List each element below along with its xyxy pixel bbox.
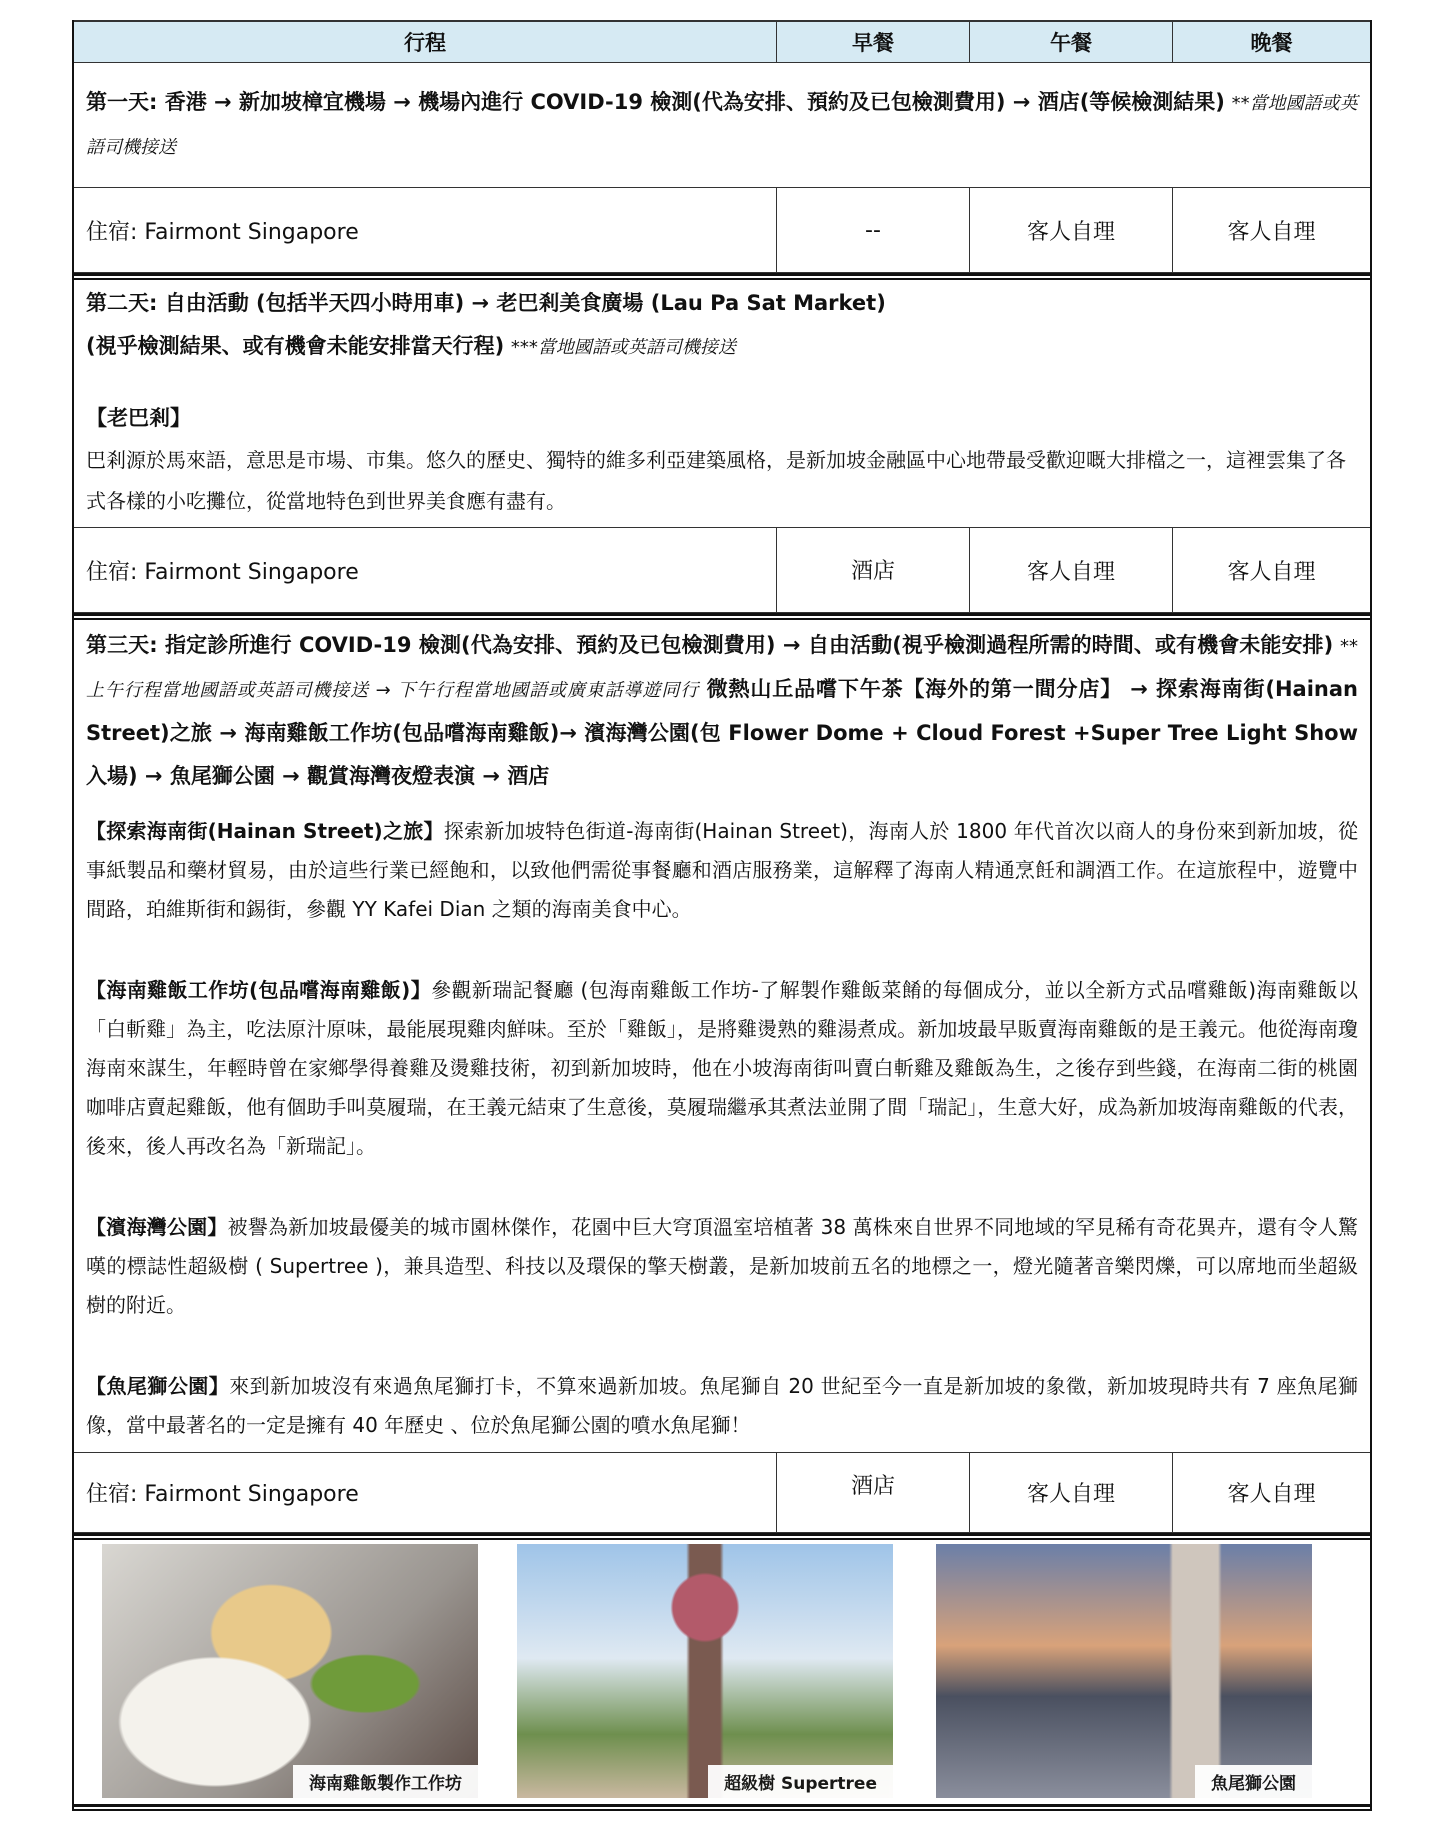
header-breakfast: 早餐 [777, 22, 970, 62]
section-chicken-rice [86, 971, 1358, 1166]
day-3-title-2: 微熱山丘品嚐下午茶【海外的第一間分店】 → 探索海南街(Hainan Street)之旅 → 海南雞飯工作坊(包品嚐海南雞飯)→ 濱海灣公園(包 Flower Dome + Cloud Forest +Super Tree Light Show 入場) → 魚尾獅公園 → 觀賞海灣夜燈表演 → 酒店 [86, 677, 1358, 788]
breakfast: 酒店 [777, 528, 970, 612]
day-1-title: 第一天: 香港 → 新加坡樟宜機場 → 機場內進行 COVID-19 檢測(代為安排、預約及已包檢測費用) → 酒店(等候檢測結果) [86, 90, 1225, 114]
section-text: 被譽為新加坡最優美的城市園林傑作，花園中巨大穹頂溫室培植著 38 萬株來自世界不同地域的罕見稀有奇花異卉，還有令人驚嘆的標誌性超級樹 ( Supertree )，兼具造型、科技以及環保的擎天樹叢，是新加坡前五名的地標之一，燈光隨著音樂閃爍，可以席地而坐超級樹的附近。 [86, 1215, 1358, 1317]
section-text: 探索新加坡特色街道-海南街(Hainan Street)，海南人於 1800 年代首次以商人的身份來到新加坡，從事紙製品和藥材貿易，由於這些行業已經飽和，以致他們需從事餐廳和酒店服務業，這解釋了海南人精通烹飪和調酒工作。在這旅程中，遊覽中間路，珀維斯街和錫街，參觀 YY Kafei Dian 之類的海南美食中心。 [86, 819, 1358, 921]
day-3-itinerary [74, 620, 1370, 1453]
day-2-lodging-row [74, 528, 1370, 613]
day-2-title: 第二天: 自由活動 (包括半天四小時用車) → 老巴剎美食廣場 (Lau Pa Sat Market) [86, 291, 886, 315]
divider [74, 273, 1370, 280]
section-text: 巴剎源於馬來語，意思是市場、市集。悠久的歷史、獨特的維多利亞建築風格，是新加坡金融區中心地帶最受歡迎嘅大排檔之一，這裡雲集了各式各樣的小吃攤位，從當地特色到世界美食應有盡有。 [86, 448, 1346, 513]
day-2-note: ***當地國語或英語司機接送 [510, 337, 736, 358]
dinner: 客人自理 [1227, 1482, 1316, 1507]
lodging: 住宿: Fairmont Singapore [74, 1453, 777, 1532]
section-merlion-park [86, 1367, 1358, 1445]
lunch: 客人自理 [970, 528, 1173, 612]
header-lunch: 午餐 [970, 22, 1173, 62]
photo-strip [74, 1540, 1370, 1804]
section-hainan-street [86, 812, 1358, 929]
divider [74, 1804, 1370, 1811]
section-title: 【探索海南街(Hainan Street)之旅】 [86, 819, 444, 843]
day-3-note: **上午行程當地國語或英語司機接送 → 下午行程當地國語或廣東話導遊同行 [86, 636, 1358, 701]
section-title: 【濱海灣公園】 [86, 1215, 228, 1239]
day-2-itinerary [74, 280, 1370, 528]
dinner: 客人自理 [1227, 219, 1316, 245]
lodging: 住宿: Fairmont Singapore [74, 188, 777, 272]
breakfast: -- [777, 188, 970, 272]
photo-caption: 海南雞飯製作工作坊 [293, 1765, 478, 1798]
merlion-photo [936, 1544, 1312, 1798]
day-2-title-2: (視乎檢測結果、或有機會未能安排當天行程) [86, 334, 505, 358]
table-header [74, 20, 1370, 63]
lunch: 客人自理 [970, 188, 1173, 272]
section-title: 【老巴剎】 [86, 406, 191, 430]
day-1-lodging-row [74, 188, 1370, 273]
breakfast: 酒店 [777, 1453, 970, 1532]
section-text: 來到新加坡沒有來過魚尾獅打卡，不算來過新加坡。魚尾獅自 20 世紀至今一直是新加坡的象徵，新加坡現時共有 7 座魚尾獅像，當中最著名的一定是擁有 40 年歷史 、位於魚尾獅公園的噴水魚尾獅！ [86, 1374, 1359, 1437]
day-1-itinerary [74, 63, 1370, 188]
lunch: 客人自理 [970, 1453, 1173, 1532]
itinerary-table [72, 20, 1372, 1811]
supertree-photo [517, 1544, 893, 1798]
section-text: 參觀新瑞記餐廳 (包海南雞飯工作坊-了解製作雞飯菜餚的每個成分，並以全新方式品嚐雞飯)海南雞飯以「白斬雞」為主，吃法原汁原味，最能展現雞肉鮮味。至於「雞飯」，是將雞燙熟的雞湯煮成。新加坡最早販賣海南雞飯的是王義元。他從海南瓊海南來謀生，年輕時曾在家鄉學得養雞及燙雞技術，初到新加坡時，他在小坡海南街叫賣白斬雞及雞飯為生，之後存到些錢，在海南二街的桃園咖啡店賣起雞飯，他有個助手叫莫履瑞，在王義元結束了生意後，莫履瑞繼承其煮法並開了間「瑞記」，生意大好，成為新加坡海南雞飯的代表，後來，後人再改名為「新瑞記」。 [86, 978, 1358, 1158]
photo-caption: 魚尾獅公園 [1195, 1765, 1312, 1798]
dinner: 客人自理 [1227, 559, 1316, 585]
day-3-lodging-row [74, 1453, 1370, 1533]
header-itinerary: 行程 [74, 22, 777, 62]
section-title: 【海南雞飯工作坊(包品嚐海南雞飯)】 [86, 978, 432, 1002]
day-3-title: 第三天: 指定診所進行 COVID-19 檢測(代為安排、預約及已包檢測費用) → 自由活動(視乎檢測過程所需的時間、或有機會未能安排) [86, 633, 1334, 657]
lodging: 住宿: Fairmont Singapore [74, 528, 777, 612]
divider [74, 1533, 1370, 1540]
section-title: 【魚尾獅公園】 [86, 1374, 230, 1398]
divider [74, 613, 1370, 620]
header-dinner: 晚餐 [1250, 31, 1293, 55]
chicken-rice-photo [102, 1544, 478, 1798]
day-1-note: **當地國語或英語司機接送 [86, 93, 1358, 158]
section-gardens-by-the-bay [86, 1208, 1358, 1325]
photo-caption: 超級樹 Supertree [708, 1765, 893, 1798]
